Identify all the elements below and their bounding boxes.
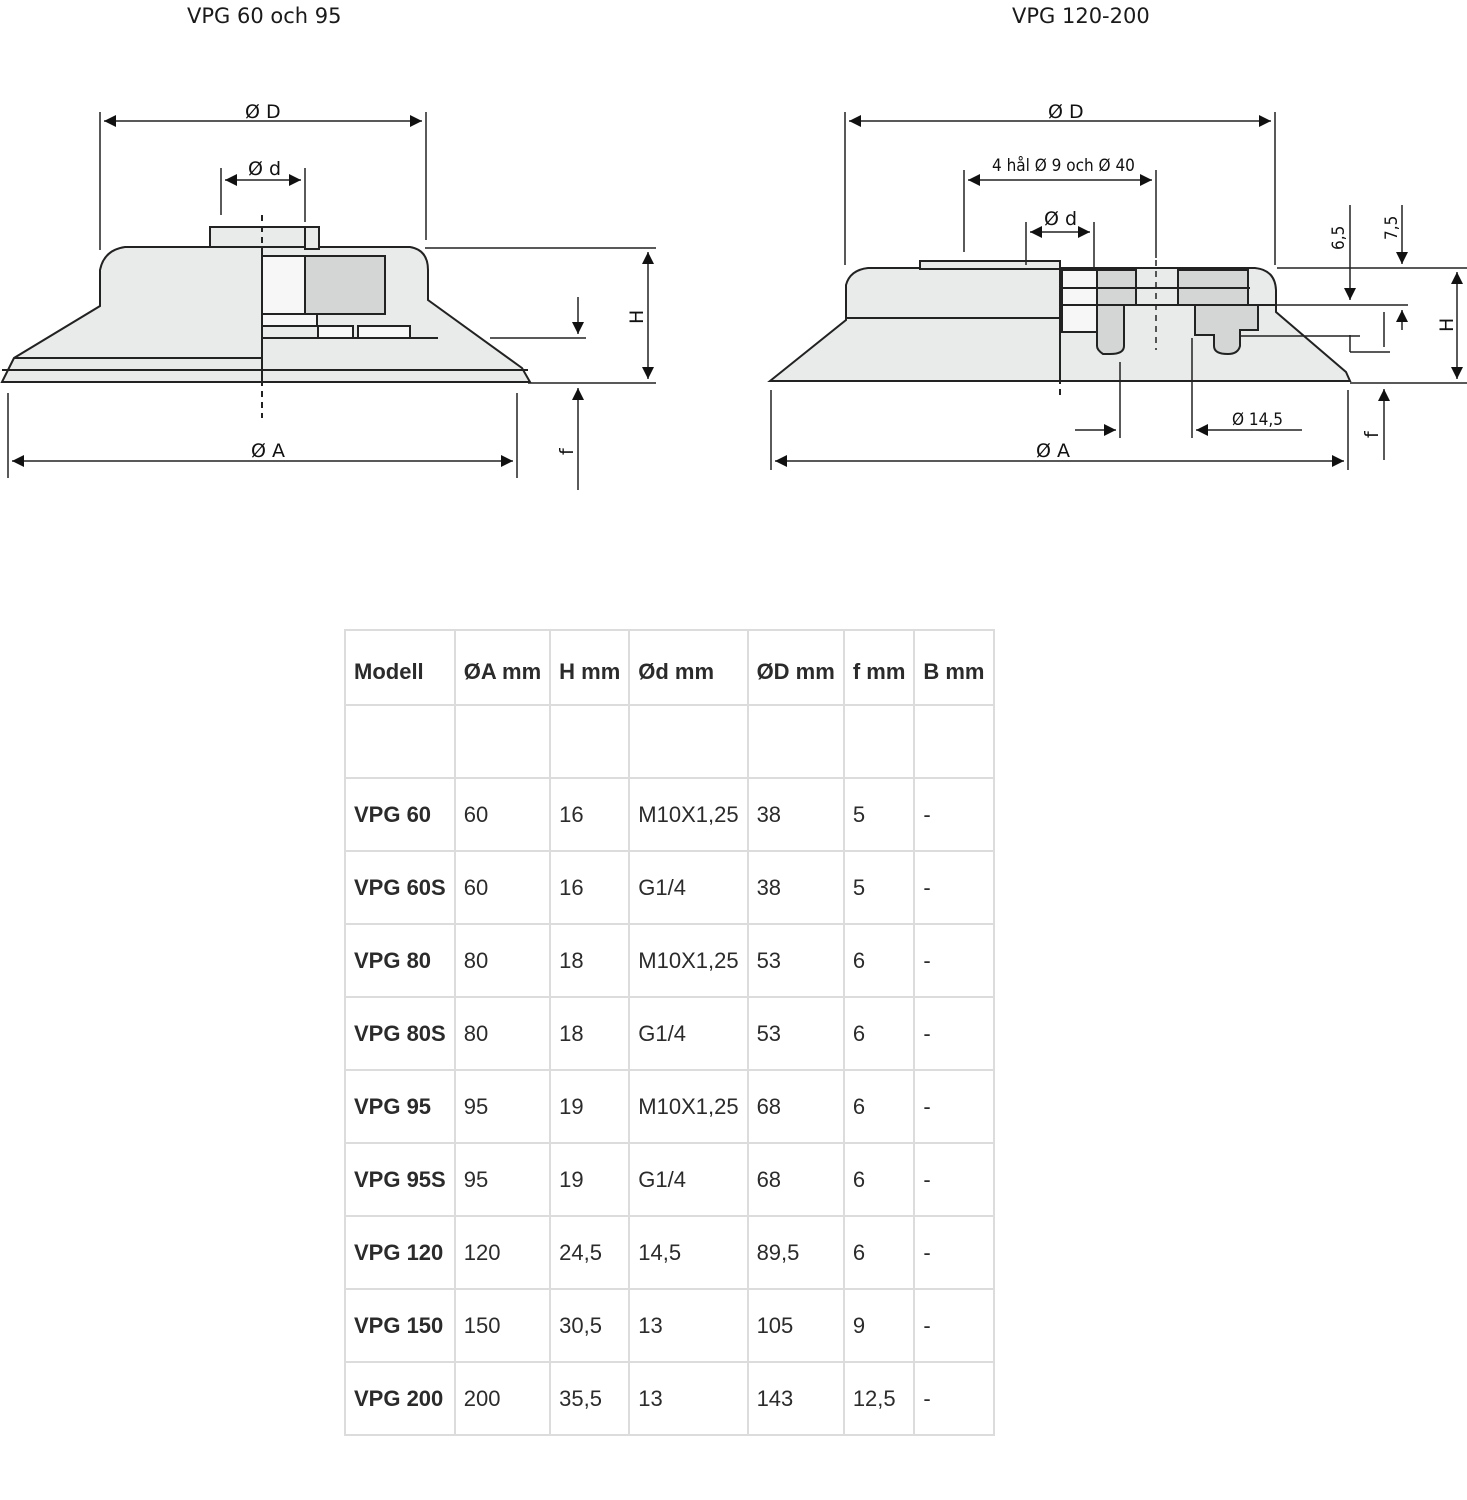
label-holes-right: 4 hål Ø 9 och Ø 40 — [992, 156, 1135, 176]
table-cell: 12,5 — [844, 1362, 915, 1435]
table-cell-model: VPG 120 — [345, 1216, 455, 1289]
table-cell: - — [914, 997, 993, 1070]
label-d145-right: Ø 14,5 — [1232, 410, 1283, 430]
table-cell: 6 — [844, 1216, 915, 1289]
table-cell: 18 — [550, 924, 629, 997]
table-cell: 89,5 — [748, 1216, 844, 1289]
table-cell: 19 — [550, 1143, 629, 1216]
table-cell-model: VPG 200 — [345, 1362, 455, 1435]
table-header-row — [345, 630, 994, 705]
table-cell: 9 — [844, 1289, 915, 1362]
table-row — [345, 1362, 994, 1435]
table-cell: 68 — [748, 1070, 844, 1143]
table-row — [345, 1216, 994, 1289]
table-cell: 5 — [844, 851, 915, 924]
header-b: B mm — [914, 630, 993, 705]
header-diameter-d-small: Ød mm — [629, 630, 747, 705]
table-cell-model: VPG 60 — [345, 778, 455, 851]
table-cell: 13 — [629, 1362, 747, 1435]
table-cell: 6 — [844, 1070, 915, 1143]
label-d-right: Ø d — [1044, 208, 1078, 230]
table-cell: M10X1,25 — [629, 778, 747, 851]
table-cell: 200 — [455, 1362, 550, 1435]
label-75-right: 7,5 — [1382, 215, 1402, 240]
label-A-right: Ø A — [1036, 440, 1070, 462]
table-cell: - — [914, 1143, 993, 1216]
table-cell: - — [914, 924, 993, 997]
table-cell: 35,5 — [550, 1362, 629, 1435]
header-height: H mm — [550, 630, 629, 705]
table-cell: 16 — [550, 851, 629, 924]
header-diameter-a: ØA mm — [455, 630, 550, 705]
table-cell-model: VPG 80 — [345, 924, 455, 997]
label-A-left: Ø A — [251, 440, 285, 462]
table-row — [345, 1289, 994, 1362]
header-modell: Modell — [345, 630, 455, 705]
table-cell: M10X1,25 — [629, 924, 747, 997]
label-H-right: H — [1436, 317, 1458, 332]
label-H-left: H — [626, 309, 648, 324]
table-cell: 53 — [748, 924, 844, 997]
table-cell: 120 — [455, 1216, 550, 1289]
table-row — [345, 924, 994, 997]
table-cell: 60 — [455, 778, 550, 851]
label-f-right: f — [1361, 431, 1383, 438]
table-cell: 6 — [844, 1143, 915, 1216]
drawing-right-vpg-120-200 — [740, 0, 1467, 520]
label-D-right: Ø D — [1048, 101, 1084, 123]
table-cell-model: VPG 60S — [345, 851, 455, 924]
drawing-left-vpg-60-95 — [0, 0, 720, 520]
table-cell: - — [914, 778, 993, 851]
table-cell: 60 — [455, 851, 550, 924]
label-65-right: 6,5 — [1329, 225, 1349, 250]
table-cell: 24,5 — [550, 1216, 629, 1289]
table-cell: 14,5 — [629, 1216, 747, 1289]
table-cell: - — [914, 851, 993, 924]
table-row — [345, 997, 994, 1070]
table-row — [345, 778, 994, 851]
label-f-left: f — [556, 448, 578, 455]
table-cell: 38 — [748, 851, 844, 924]
table-cell: 80 — [455, 997, 550, 1070]
drawing-title-right: VPG 120-200 — [1012, 4, 1150, 28]
label-D-left: Ø D — [245, 101, 281, 123]
table-cell: 13 — [629, 1289, 747, 1362]
table-row — [345, 1143, 994, 1216]
table-cell: G1/4 — [629, 851, 747, 924]
table-cell: 95 — [455, 1143, 550, 1216]
table-row — [345, 851, 994, 924]
table-cell: 143 — [748, 1362, 844, 1435]
table-cell-model: VPG 80S — [345, 997, 455, 1070]
spec-table — [344, 629, 995, 1436]
table-cell: 30,5 — [550, 1289, 629, 1362]
table-cell: - — [914, 1289, 993, 1362]
table-cell: - — [914, 1070, 993, 1143]
table-cell: 6 — [844, 924, 915, 997]
table-cell: 150 — [455, 1289, 550, 1362]
label-d-left: Ø d — [248, 158, 282, 180]
table-cell: 5 — [844, 778, 915, 851]
table-cell: 6 — [844, 997, 915, 1070]
table-cell: 68 — [748, 1143, 844, 1216]
header-f: f mm — [844, 630, 915, 705]
table-cell: 95 — [455, 1070, 550, 1143]
header-diameter-d-large: ØD mm — [748, 630, 844, 705]
table-cell: 105 — [748, 1289, 844, 1362]
table-row — [345, 1070, 994, 1143]
table-cell: M10X1,25 — [629, 1070, 747, 1143]
table-cell: 16 — [550, 778, 629, 851]
table-cell: - — [914, 1216, 993, 1289]
drawing-title-left: VPG 60 och 95 — [187, 4, 342, 28]
table-cell: - — [914, 1362, 993, 1435]
table-cell: 38 — [748, 778, 844, 851]
table-cell-model: VPG 95S — [345, 1143, 455, 1216]
table-cell: G1/4 — [629, 997, 747, 1070]
table-cell-model: VPG 150 — [345, 1289, 455, 1362]
table-cell: G1/4 — [629, 1143, 747, 1216]
table-cell: 53 — [748, 997, 844, 1070]
table-cell-model: VPG 95 — [345, 1070, 455, 1143]
table-cell: 80 — [455, 924, 550, 997]
table-spacer-row — [345, 705, 994, 778]
table-cell: 19 — [550, 1070, 629, 1143]
table-cell: 18 — [550, 997, 629, 1070]
